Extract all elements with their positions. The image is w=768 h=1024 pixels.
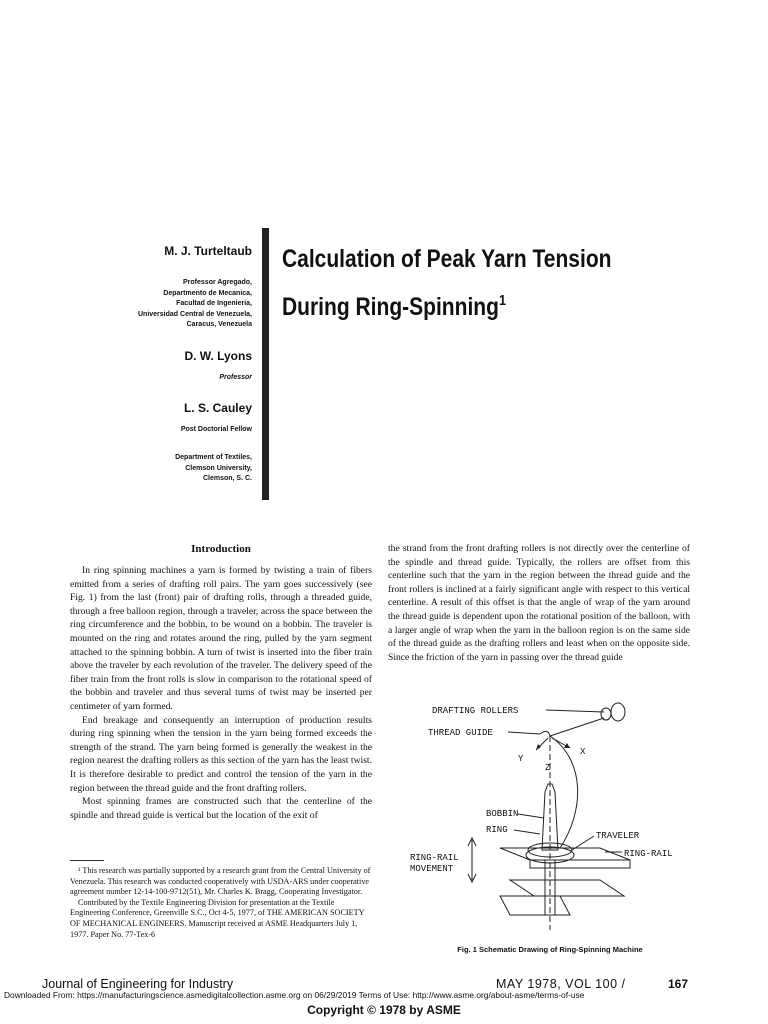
author-position: Post Doctorial Fellow — [180, 425, 252, 433]
author-position: Professor — [219, 373, 252, 381]
drafting-roller-shape — [611, 703, 625, 721]
label-ring: RING — [486, 825, 508, 835]
title-line-1: Calculation of Peak Yarn Tension — [282, 245, 612, 273]
label-ring-rail-movement: MOVEMENT — [410, 864, 454, 874]
right-column — [388, 542, 690, 664]
section-heading: Introduction — [191, 543, 251, 555]
author-affiliation-line: Departmento de Mecanica, — [163, 289, 252, 297]
spindle-base-shape — [500, 896, 570, 915]
title-footnote-mark: 1 — [498, 292, 506, 309]
body-paragraph: the strand from the front drafting rollers is not directly over the centerline of the spindle and thread guide. Typically, the rollers are offset from this centerline such that the yarn in the region between the thread guide and the front rollers is inclined at a fairly significant angle with respect to this vertical centerline. A result of this offset is that the angle of wrap of the yarn around the thread guide is dependent upon the rotational position of the balloon, with a larger angle of wrap when the yarn in the balloon region is on the same side of the thread guide as the drafting rollers and least when on the opposite side. Since the friction of the yarn in passing over the thread guide — [388, 543, 690, 663]
author-affiliation-line: Caracus, Venezuela — [186, 321, 252, 328]
body-paragraph: In ring spinning machines a yarn is formed by twisting a train of fibers emitted from a series of drafting roll pairs. The yarn goes successively (see Fig. 1) from the last (front) pair of drafting rolls, through a threaded guide, through a free balloon region, through a traveler, across the space between the ring circumference and the bobbin, to be wound on a bobbin. The traveler is mounted on the ring and rotates around the ring, pulled by the yarn segment attached to the spinning bobbin. A turn of twist is inserted into the fiber train above the traveler by each revolution of the traveler. The delivery speed of the fiber train from the front rolls is slow in comparison to the rotational speed of the bobbin and traveler and thus several turns of twist may be inserted per centimeter of yarn formed. — [70, 565, 372, 712]
leader-line — [514, 830, 540, 834]
label-ring-rail: RING-RAIL — [624, 849, 673, 859]
ring-rail-shape — [500, 848, 630, 860]
thread-guide-shape — [540, 731, 550, 736]
leader-line — [518, 814, 544, 818]
download-notice: Downloaded From: https://manufacturingscience.asmedigitalcollection.asme.org on 06/29/2019 Terms of Use: http://www.asme.org/about-asme/terms-of-use — [4, 990, 585, 1000]
y-axis-arrowhead — [536, 744, 541, 750]
paper-title — [282, 238, 618, 328]
label-ring-rail-movement: RING-RAIL — [410, 853, 459, 863]
shared-affiliation-line: Department of Textiles, — [175, 454, 252, 461]
label-bobbin: BOBBIN — [486, 809, 519, 819]
vertical-rule — [262, 228, 269, 500]
figure-caption: Fig. 1 Schematic Drawing of Ring-Spinning Machine — [457, 945, 643, 954]
leader-line — [508, 732, 540, 734]
left-column — [70, 564, 372, 822]
yarn-balloon — [550, 736, 578, 848]
label-z-axis: Z — [545, 763, 551, 773]
label-x-axis: X — [580, 747, 586, 757]
label-traveler: TRAVELER — [596, 831, 640, 841]
author-name: M. J. Turteltaub — [164, 244, 252, 258]
footnote: Contributed by the Textile Engineering Division for presentation at the Textile Engineering Conference, Greenville S.C., Oct 4-5, 1977, of THE AMERICAN SOCIETY OF MECHANICAL ENGINEERS. Manuscript received at ASME Headquarters July 1, 1977. Paper No. 77-Tex-6 — [70, 897, 365, 939]
shared-affiliation-line: Clemson, S. C. — [202, 475, 252, 482]
shared-affiliation-line: Clemson University, — [185, 464, 252, 472]
title-line-2: During Ring-Spinning — [282, 293, 499, 321]
issue-date: MAY 1978, VOL 100 / — [496, 977, 626, 991]
author-affiliation-line: Professor Agregado, — [183, 279, 252, 286]
body-paragraph: End breakage and consequently an interruption of production results during ring spinning when the tension in the yarn being formed exceeds the strength of the strand. The yarn being formed is generally the weakest in the region nearest the drafting rollers as this section of the yarn has the least twist. It is therefore desirable to predict and control the tension of the yarn in the region between the thread guide and the front drafting rollers. — [70, 714, 372, 794]
author-name: L. S. Cauley — [183, 400, 252, 415]
label-drafting-rollers: DRAFTING ROLLERS — [432, 706, 519, 716]
author-affiliation-line: Universidad Central de Venezuela, — [138, 310, 252, 318]
label-thread-guide: THREAD GUIDE — [428, 728, 493, 738]
footnote-rule — [70, 860, 104, 861]
spindle-base-shape — [510, 880, 624, 896]
author-name: D. W. Lyons — [184, 348, 252, 363]
footnotes — [70, 866, 372, 940]
author-affiliation-line: Facultad de Ingenieria, — [176, 300, 252, 307]
yarn-line — [550, 718, 604, 736]
journal-name: Journal of Engineering for Industry — [42, 977, 234, 991]
leader-line — [546, 710, 604, 712]
copyright-notice: Copyright © 1978 by ASME — [307, 1003, 461, 1017]
figure-ring-spinning-machine — [400, 700, 700, 940]
author-block — [100, 244, 252, 485]
footnote: ¹ This research was partially supported by a research grant from the Central University of Venezuela. This research was conducted cooperatively with USDA-ARS under cooperative agreement number 12-14-100-9712(51), Mr. Charles K. Bragg, Cooperating Investigator. — [70, 866, 371, 897]
page-number: 167 — [668, 977, 689, 991]
label-y-axis: Y — [518, 754, 524, 764]
body-paragraph: Most spinning frames are constructed such that the centerline of the spindle and thread guide is vertical but the location of the exit of — [70, 796, 372, 821]
